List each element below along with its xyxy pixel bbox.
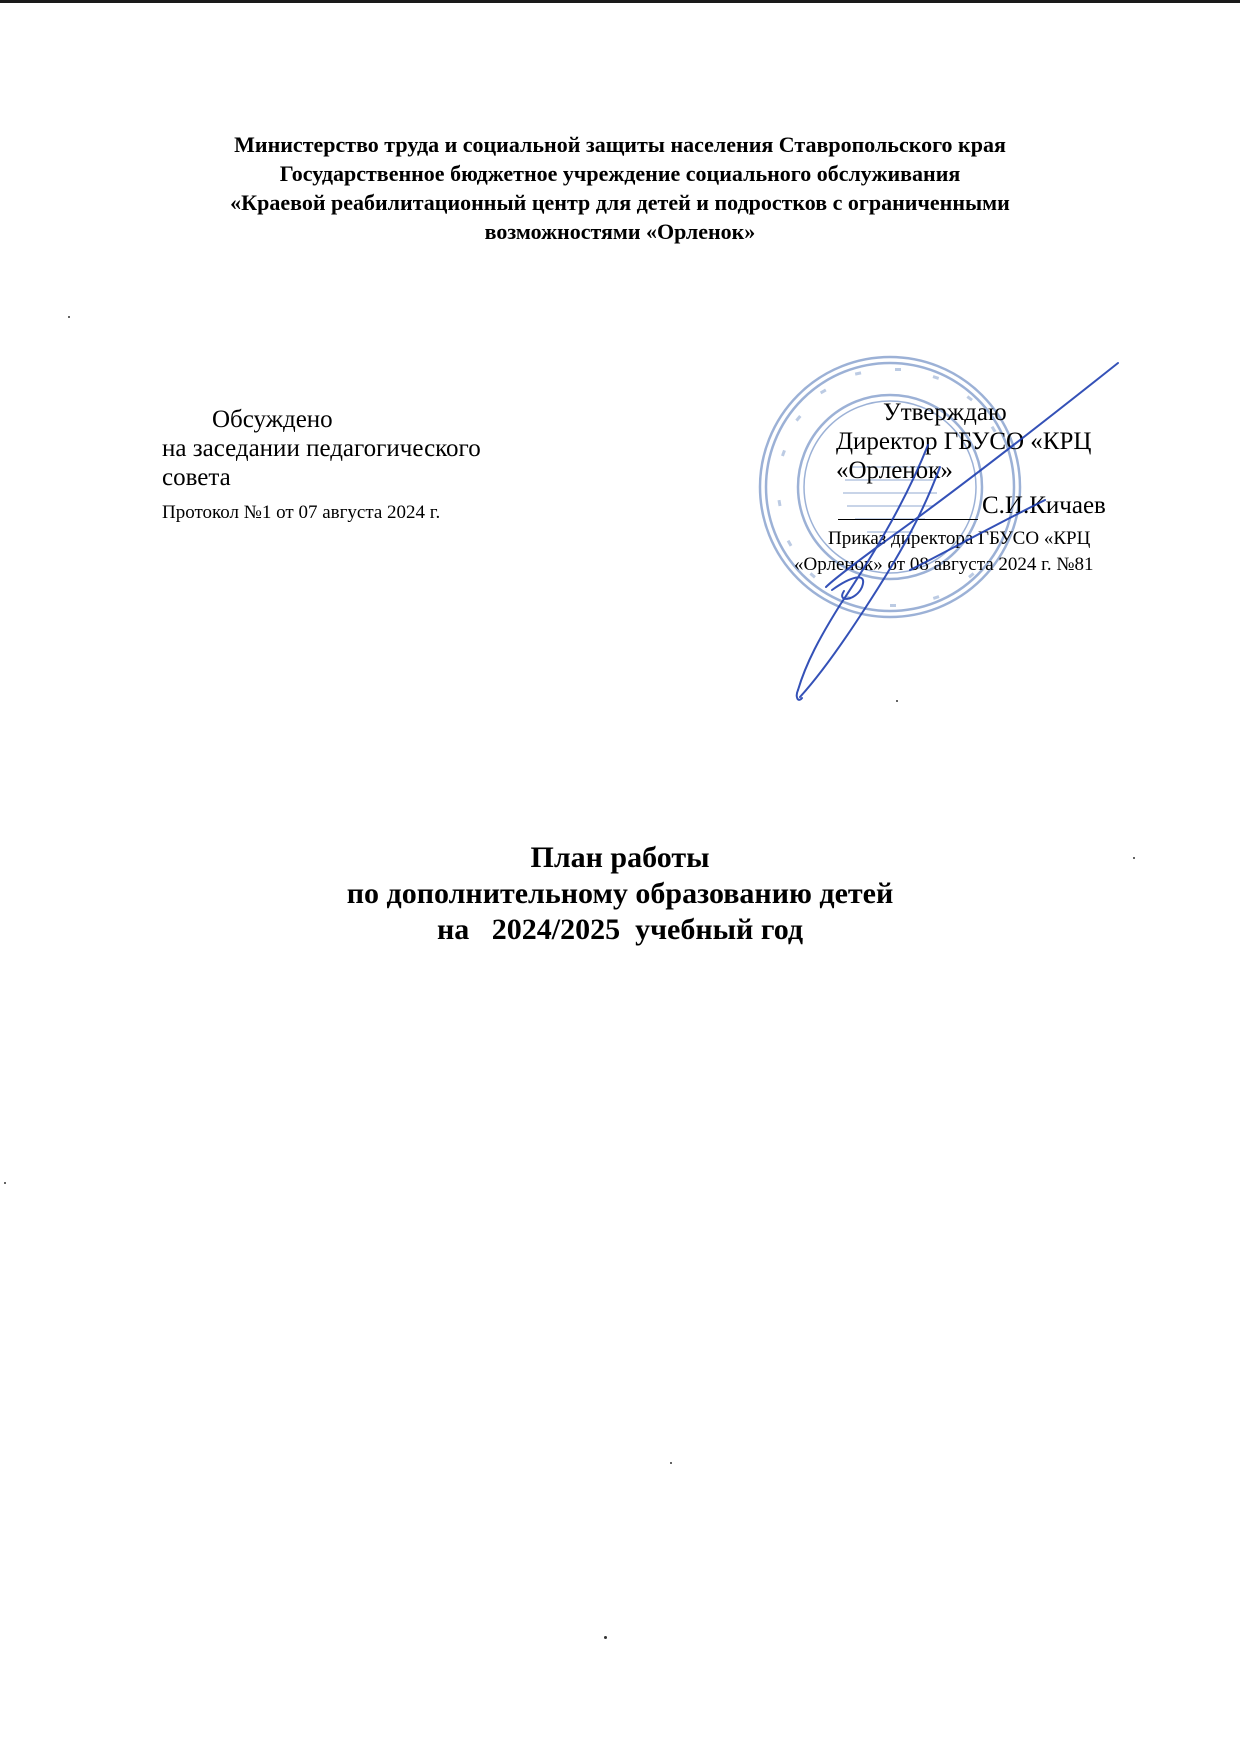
- header-ministry-line: Министерство труда и социальной защиты населения Ставропольского края: [234, 132, 1006, 157]
- title-line-plan: План работы: [530, 841, 710, 874]
- scan-speck: [68, 316, 70, 318]
- organization-header: [0, 130, 1240, 246]
- title-line-year: на 2024/2025 учебный год: [436, 913, 804, 946]
- header-center-line: «Краевой реабилитационный центр для детей и подростков с ограниченными: [230, 190, 1010, 215]
- document-title: [0, 840, 1240, 948]
- scan-speck: [1133, 857, 1135, 859]
- approved-title: Утверждаю: [883, 399, 1007, 426]
- scan-speck: [604, 1636, 607, 1639]
- discussed-line-1: на заседании педагогического: [162, 435, 481, 462]
- order-line-2: «Орленок» от 08 августа 2024 г. №81: [794, 554, 1094, 575]
- handwritten-signature: [740, 355, 1130, 710]
- signatory-name: С.И.Кичаев: [982, 492, 1106, 519]
- header-center-name-line: возможностями «Орленок»: [484, 219, 756, 244]
- discussed-block: [162, 405, 481, 527]
- scan-speck: [896, 700, 898, 702]
- approved-org-line: «Орленок»: [836, 457, 953, 484]
- scan-edge-line: [0, 0, 1240, 3]
- header-institution-line: Государственное бюджетное учреждение социального обслуживания: [279, 161, 961, 186]
- approved-director-line: Директор ГБУСО «КРЦ: [836, 428, 1092, 455]
- discussed-line-2: совета: [162, 464, 231, 491]
- scan-speck: [4, 1182, 6, 1184]
- discussed-title: Обсуждено: [212, 406, 333, 433]
- order-line-1: Приказ директора ГБУСО «КРЦ: [828, 528, 1091, 549]
- scan-speck: [670, 1462, 672, 1464]
- title-line-subject: по дополнительному образованию детей: [346, 877, 894, 910]
- protocol-text: Протокол №1 от 07 августа 2024 г.: [162, 502, 441, 523]
